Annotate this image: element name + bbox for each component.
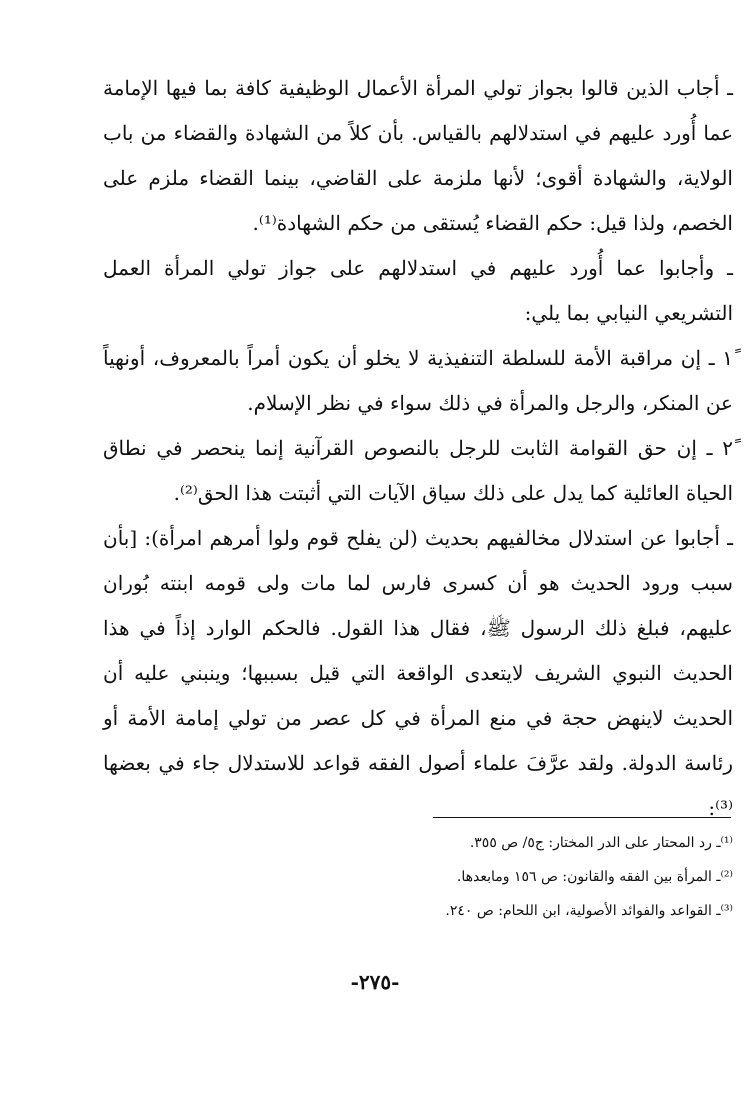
- page-number: -٢٧٥-: [350, 970, 400, 994]
- footnote-2: ⁽²⁾ـ المرأة بين الفقه والقانون: ص ١٥٦ ومابعدها.: [456, 869, 733, 885]
- footnotes: [103, 826, 733, 928]
- paragraph-legislative-reply: ـ وأجابوا عما أُورد عليهم في استدلالهم على جواز تولي المرأة العمل التشريعي النيابي بما يلي:: [96, 256, 733, 325]
- paragraph-analogy-reply: ـ أجاب الذين قالوا بجواز تولي المرأة الأعمال الوظيفية كافة بما فيها الإمامة عما أُورد عليهم في استدلالهم بالقياس. بأن كلاً من الشهادة والقضاء من باب الولاية، والشهادة أقوى؛ لأنها ملزمة على القاضي، بينما القضاء ملزم على الخصم، ولذا قيل: حكم القضاء يُستقى من حكم الشهادة⁽¹⁾.: [96, 76, 733, 235]
- paragraph-point-1: ١ً ـ إن مراقبة الأمة للسلطة التنفيذية لا يخلو أن يكون أمراً بالمعروف، أونهياً عن المنكر، والرجل والمرأة في ذلك سواء في نظر الإسلام.: [96, 346, 733, 415]
- paragraph-hadith-reply: ـ أجابوا عن استدلال مخالفيهم بحديث (لن يفلح قوم ولوا أمرهم امرأة): [بأن سبب ورود الحديث هو أن كسرى فارس لما مات ولى قومه ابنته بُوران عليهم، فبلغ ذلك الرسول ﷺ، فقال هذا القول. فالحكم الوارد إذاً في هذا الحديث النبوي الشريف لايتعدى الواقعة التي قيل بسببها؛ وينبني عليه أن الحديث لاينهض حجة في منع المرأة في كل عصر من تولي إمامة الأمة أو رئاسة الدولة. ولقد عرَّفَ علماء أصول الفقه قواعد للاستدلال جاء في بعضها ⁽³⁾:: [96, 526, 733, 820]
- footnote-3: ⁽³⁾ـ القواعد والفوائد الأصولية، ابن اللحام: ص ٢٤٠.: [445, 903, 733, 919]
- paragraph-point-2: ٢ً ـ إن حق القوامة الثابت للرجل بالنصوص القرآنية إنما ينحصر في نطاق الحياة العائلية كما يدل على ذلك سياق الآيات التي أثبتت هذا الحق⁽²⁾.: [96, 436, 733, 505]
- footnote-divider: [433, 817, 731, 818]
- footnote-1: ⁽¹⁾ـ رد المحتار على الدر المختار: ج٥/ ص ٣٥٥.: [469, 835, 733, 851]
- main-text: [96, 66, 733, 831]
